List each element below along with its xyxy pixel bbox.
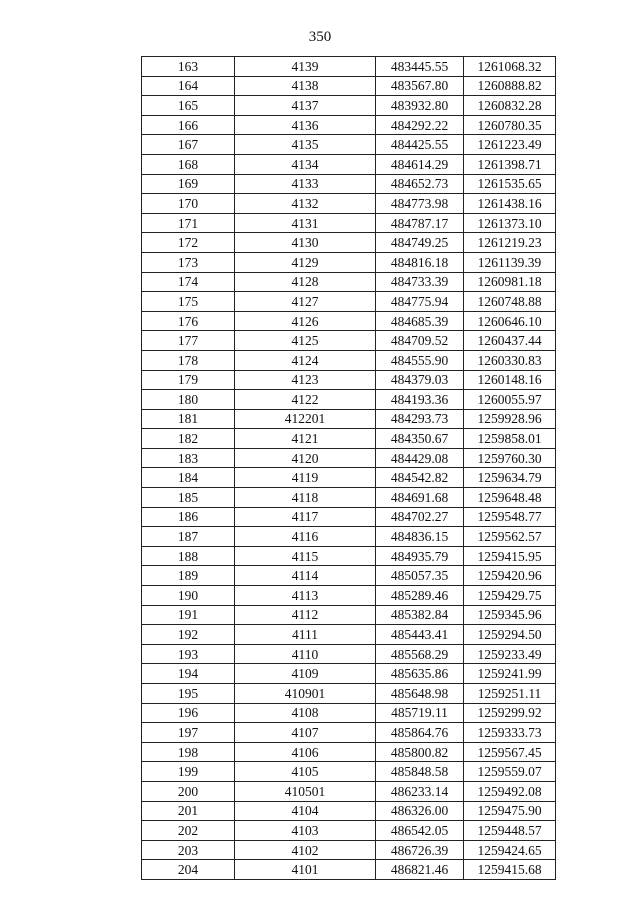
x-coordinate-cell: 484425.55 xyxy=(376,135,464,155)
x-coordinate-cell: 485864.76 xyxy=(376,723,464,743)
table-row xyxy=(142,429,556,449)
point-id-cell: 4127 xyxy=(235,292,376,312)
y-coordinate-cell: 1261438.16 xyxy=(464,194,556,214)
row-index-cell: 203 xyxy=(142,840,235,860)
y-coordinate-cell: 1261398.71 xyxy=(464,154,556,174)
x-coordinate-cell: 484935.79 xyxy=(376,546,464,566)
row-index-cell: 188 xyxy=(142,546,235,566)
point-id-cell: 4105 xyxy=(235,762,376,782)
x-coordinate-cell: 484749.25 xyxy=(376,233,464,253)
row-index-cell: 166 xyxy=(142,115,235,135)
point-id-cell: 4106 xyxy=(235,742,376,762)
y-coordinate-cell: 1259415.68 xyxy=(464,860,556,880)
y-coordinate-cell: 1259345.96 xyxy=(464,605,556,625)
point-id-cell: 4136 xyxy=(235,115,376,135)
point-id-cell: 4128 xyxy=(235,272,376,292)
table-row xyxy=(142,605,556,625)
point-id-cell: 4116 xyxy=(235,527,376,547)
table-row xyxy=(142,840,556,860)
y-coordinate-cell: 1260055.97 xyxy=(464,390,556,410)
table-row xyxy=(142,350,556,370)
point-id-cell: 4109 xyxy=(235,664,376,684)
row-index-cell: 192 xyxy=(142,625,235,645)
x-coordinate-cell: 486233.14 xyxy=(376,781,464,801)
table-row xyxy=(142,507,556,527)
table-row xyxy=(142,781,556,801)
x-coordinate-cell: 484350.67 xyxy=(376,429,464,449)
point-id-cell: 4113 xyxy=(235,586,376,606)
x-coordinate-cell: 484836.15 xyxy=(376,527,464,547)
y-coordinate-cell: 1259559.07 xyxy=(464,762,556,782)
table-row xyxy=(142,546,556,566)
point-id-cell: 4124 xyxy=(235,350,376,370)
x-coordinate-cell: 485289.46 xyxy=(376,586,464,606)
row-index-cell: 190 xyxy=(142,586,235,606)
row-index-cell: 185 xyxy=(142,488,235,508)
y-coordinate-cell: 1261535.65 xyxy=(464,174,556,194)
x-coordinate-cell: 484429.08 xyxy=(376,448,464,468)
x-coordinate-cell: 484709.52 xyxy=(376,331,464,351)
table-row xyxy=(142,272,556,292)
row-index-cell: 183 xyxy=(142,448,235,468)
y-coordinate-cell: 1260437.44 xyxy=(464,331,556,351)
y-coordinate-cell: 1259562.57 xyxy=(464,527,556,547)
x-coordinate-cell: 486542.05 xyxy=(376,821,464,841)
row-index-cell: 193 xyxy=(142,644,235,664)
y-coordinate-cell: 1261068.32 xyxy=(464,57,556,77)
y-coordinate-cell: 1259492.08 xyxy=(464,781,556,801)
table-row xyxy=(142,703,556,723)
table-row xyxy=(142,252,556,272)
y-coordinate-cell: 1260748.88 xyxy=(464,292,556,312)
row-index-cell: 177 xyxy=(142,331,235,351)
point-id-cell: 412201 xyxy=(235,409,376,429)
row-index-cell: 179 xyxy=(142,370,235,390)
y-coordinate-cell: 1259548.77 xyxy=(464,507,556,527)
table-row xyxy=(142,762,556,782)
table-row xyxy=(142,233,556,253)
page-number: 350 xyxy=(308,29,332,45)
point-id-cell: 4101 xyxy=(235,860,376,880)
x-coordinate-cell: 486326.00 xyxy=(376,801,464,821)
x-coordinate-cell: 485648.98 xyxy=(376,684,464,704)
row-index-cell: 171 xyxy=(142,213,235,233)
table-row xyxy=(142,664,556,684)
row-index-cell: 186 xyxy=(142,507,235,527)
point-id-cell: 4125 xyxy=(235,331,376,351)
point-id-cell: 4134 xyxy=(235,154,376,174)
table-row xyxy=(142,644,556,664)
x-coordinate-cell: 483932.80 xyxy=(376,96,464,116)
row-index-cell: 180 xyxy=(142,390,235,410)
y-coordinate-cell: 1259420.96 xyxy=(464,566,556,586)
y-coordinate-cell: 1261219.23 xyxy=(464,233,556,253)
row-index-cell: 174 xyxy=(142,272,235,292)
row-index-cell: 165 xyxy=(142,96,235,116)
y-coordinate-cell: 1259634.79 xyxy=(464,468,556,488)
table-row xyxy=(142,96,556,116)
x-coordinate-cell: 484685.39 xyxy=(376,311,464,331)
table-row xyxy=(142,76,556,96)
row-index-cell: 175 xyxy=(142,292,235,312)
x-coordinate-cell: 485635.86 xyxy=(376,664,464,684)
table-row xyxy=(142,801,556,821)
y-coordinate-cell: 1259648.48 xyxy=(464,488,556,508)
y-coordinate-cell: 1259251.11 xyxy=(464,684,556,704)
x-coordinate-cell: 485443.41 xyxy=(376,625,464,645)
point-id-cell: 4137 xyxy=(235,96,376,116)
table-row xyxy=(142,468,556,488)
point-id-cell: 4130 xyxy=(235,233,376,253)
table-row xyxy=(142,527,556,547)
table-row xyxy=(142,625,556,645)
table-row xyxy=(142,409,556,429)
x-coordinate-cell: 484292.22 xyxy=(376,115,464,135)
point-id-cell: 4121 xyxy=(235,429,376,449)
x-coordinate-cell: 485382.84 xyxy=(376,605,464,625)
row-index-cell: 173 xyxy=(142,252,235,272)
point-id-cell: 4138 xyxy=(235,76,376,96)
x-coordinate-cell: 484775.94 xyxy=(376,292,464,312)
row-index-cell: 194 xyxy=(142,664,235,684)
point-id-cell: 4135 xyxy=(235,135,376,155)
table-row xyxy=(142,821,556,841)
x-coordinate-cell: 484614.29 xyxy=(376,154,464,174)
point-id-cell: 4108 xyxy=(235,703,376,723)
y-coordinate-cell: 1259299.92 xyxy=(464,703,556,723)
table-row xyxy=(142,586,556,606)
row-index-cell: 167 xyxy=(142,135,235,155)
table-row xyxy=(142,194,556,214)
y-coordinate-cell: 1259567.45 xyxy=(464,742,556,762)
row-index-cell: 201 xyxy=(142,801,235,821)
y-coordinate-cell: 1260780.35 xyxy=(464,115,556,135)
row-index-cell: 197 xyxy=(142,723,235,743)
x-coordinate-cell: 484555.90 xyxy=(376,350,464,370)
point-id-cell: 4104 xyxy=(235,801,376,821)
y-coordinate-cell: 1260148.16 xyxy=(464,370,556,390)
y-coordinate-cell: 1260888.82 xyxy=(464,76,556,96)
row-index-cell: 196 xyxy=(142,703,235,723)
point-id-cell: 4115 xyxy=(235,546,376,566)
row-index-cell: 164 xyxy=(142,76,235,96)
point-id-cell: 410901 xyxy=(235,684,376,704)
row-index-cell: 168 xyxy=(142,154,235,174)
x-coordinate-cell: 485848.58 xyxy=(376,762,464,782)
point-id-cell: 4132 xyxy=(235,194,376,214)
table-row xyxy=(142,115,556,135)
row-index-cell: 184 xyxy=(142,468,235,488)
x-coordinate-cell: 484702.27 xyxy=(376,507,464,527)
table-row xyxy=(142,723,556,743)
x-coordinate-cell: 486726.39 xyxy=(376,840,464,860)
y-coordinate-cell: 1261139.39 xyxy=(464,252,556,272)
point-id-cell: 4123 xyxy=(235,370,376,390)
row-index-cell: 198 xyxy=(142,742,235,762)
x-coordinate-cell: 484193.36 xyxy=(376,390,464,410)
y-coordinate-cell: 1259415.95 xyxy=(464,546,556,566)
row-index-cell: 170 xyxy=(142,194,235,214)
point-id-cell: 4107 xyxy=(235,723,376,743)
coordinates-table xyxy=(141,56,556,880)
y-coordinate-cell: 1259760.30 xyxy=(464,448,556,468)
table-row xyxy=(142,213,556,233)
point-id-cell: 4111 xyxy=(235,625,376,645)
table-row xyxy=(142,448,556,468)
row-index-cell: 199 xyxy=(142,762,235,782)
row-index-cell: 182 xyxy=(142,429,235,449)
y-coordinate-cell: 1259333.73 xyxy=(464,723,556,743)
y-coordinate-cell: 1260981.18 xyxy=(464,272,556,292)
point-id-cell: 4112 xyxy=(235,605,376,625)
y-coordinate-cell: 1259233.49 xyxy=(464,644,556,664)
y-coordinate-cell: 1259448.57 xyxy=(464,821,556,841)
y-coordinate-cell: 1260646.10 xyxy=(464,311,556,331)
table-row xyxy=(142,860,556,880)
table-row xyxy=(142,311,556,331)
table-row xyxy=(142,566,556,586)
row-index-cell: 187 xyxy=(142,527,235,547)
x-coordinate-cell: 484542.82 xyxy=(376,468,464,488)
x-coordinate-cell: 484773.98 xyxy=(376,194,464,214)
point-id-cell: 4103 xyxy=(235,821,376,841)
point-id-cell: 4139 xyxy=(235,57,376,77)
table-row xyxy=(142,135,556,155)
x-coordinate-cell: 484691.68 xyxy=(376,488,464,508)
table-row xyxy=(142,57,556,77)
row-index-cell: 204 xyxy=(142,860,235,880)
table-row xyxy=(142,390,556,410)
y-coordinate-cell: 1261373.10 xyxy=(464,213,556,233)
point-id-cell: 4110 xyxy=(235,644,376,664)
row-index-cell: 163 xyxy=(142,57,235,77)
point-id-cell: 4122 xyxy=(235,390,376,410)
y-coordinate-cell: 1259475.90 xyxy=(464,801,556,821)
x-coordinate-cell: 483445.55 xyxy=(376,57,464,77)
x-coordinate-cell: 484293.73 xyxy=(376,409,464,429)
table-row xyxy=(142,154,556,174)
x-coordinate-cell: 483567.80 xyxy=(376,76,464,96)
row-index-cell: 202 xyxy=(142,821,235,841)
x-coordinate-cell: 484787.17 xyxy=(376,213,464,233)
table-row xyxy=(142,292,556,312)
point-id-cell: 4120 xyxy=(235,448,376,468)
x-coordinate-cell: 484652.73 xyxy=(376,174,464,194)
x-coordinate-cell: 485568.29 xyxy=(376,644,464,664)
row-index-cell: 195 xyxy=(142,684,235,704)
table-row xyxy=(142,370,556,390)
x-coordinate-cell: 486821.46 xyxy=(376,860,464,880)
row-index-cell: 181 xyxy=(142,409,235,429)
y-coordinate-cell: 1259858.01 xyxy=(464,429,556,449)
point-id-cell: 4133 xyxy=(235,174,376,194)
table-row xyxy=(142,488,556,508)
y-coordinate-cell: 1259294.50 xyxy=(464,625,556,645)
point-id-cell: 4129 xyxy=(235,252,376,272)
row-index-cell: 172 xyxy=(142,233,235,253)
table-row xyxy=(142,174,556,194)
x-coordinate-cell: 485800.82 xyxy=(376,742,464,762)
table-row xyxy=(142,684,556,704)
row-index-cell: 200 xyxy=(142,781,235,801)
point-id-cell: 4131 xyxy=(235,213,376,233)
y-coordinate-cell: 1259241.99 xyxy=(464,664,556,684)
y-coordinate-cell: 1259429.75 xyxy=(464,586,556,606)
x-coordinate-cell: 485719.11 xyxy=(376,703,464,723)
point-id-cell: 4102 xyxy=(235,840,376,860)
point-id-cell: 4114 xyxy=(235,566,376,586)
row-index-cell: 178 xyxy=(142,350,235,370)
table-row xyxy=(142,742,556,762)
y-coordinate-cell: 1259424.65 xyxy=(464,840,556,860)
y-coordinate-cell: 1261223.49 xyxy=(464,135,556,155)
table-row xyxy=(142,331,556,351)
x-coordinate-cell: 484379.03 xyxy=(376,370,464,390)
row-index-cell: 169 xyxy=(142,174,235,194)
row-index-cell: 189 xyxy=(142,566,235,586)
row-index-cell: 176 xyxy=(142,311,235,331)
y-coordinate-cell: 1260832.28 xyxy=(464,96,556,116)
y-coordinate-cell: 1259928.96 xyxy=(464,409,556,429)
coordinates-table-body xyxy=(142,57,556,880)
x-coordinate-cell: 484816.18 xyxy=(376,252,464,272)
x-coordinate-cell: 485057.35 xyxy=(376,566,464,586)
point-id-cell: 4118 xyxy=(235,488,376,508)
point-id-cell: 410501 xyxy=(235,781,376,801)
point-id-cell: 4126 xyxy=(235,311,376,331)
x-coordinate-cell: 484733.39 xyxy=(376,272,464,292)
y-coordinate-cell: 1260330.83 xyxy=(464,350,556,370)
row-index-cell: 191 xyxy=(142,605,235,625)
point-id-cell: 4117 xyxy=(235,507,376,527)
point-id-cell: 4119 xyxy=(235,468,376,488)
